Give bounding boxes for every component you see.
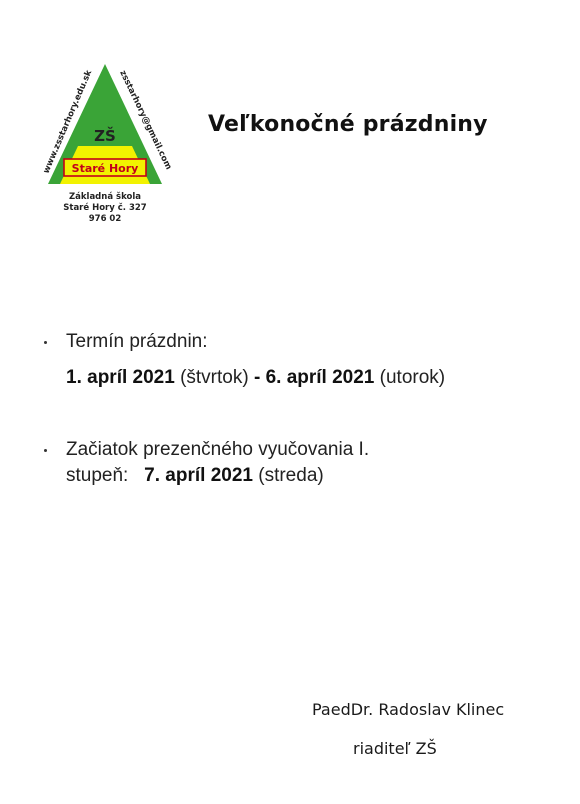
school-start-day: (streda) xyxy=(258,465,324,486)
holiday-start-day: (štvrtok) xyxy=(180,367,249,388)
school-start-date: 7. apríl 2021 xyxy=(144,465,253,486)
bullet-icon xyxy=(44,449,47,452)
holiday-end-date: - 6. apríl 2021 xyxy=(253,367,375,388)
signature-role: riaditeľ ZŠ xyxy=(353,739,437,758)
logo-initials: ZŠ xyxy=(94,127,116,145)
school-start-label: Začiatok prezenčného vyučovania I. xyxy=(66,439,370,460)
holiday-term-dates xyxy=(66,365,542,391)
school-start-label-cont: stupeň: xyxy=(66,465,129,486)
page-title: Veľkonočné prázdniny xyxy=(208,112,488,137)
signature-name: PaedDr. Radoslav Klinec xyxy=(312,700,505,719)
bullet-icon xyxy=(44,341,47,344)
info-list xyxy=(42,329,542,489)
logo-email: zsstarhory@gmail.com xyxy=(117,68,173,172)
holiday-start-date: 1. apríl 2021 xyxy=(66,367,175,388)
logo-name: Staré Hory xyxy=(71,162,139,175)
holiday-term-label: Termín prázdnin: xyxy=(66,331,208,352)
logo-school-line1: Základná škola xyxy=(68,192,142,202)
logo-school-line3: 976 02 xyxy=(88,214,122,224)
school-logo-graphic xyxy=(38,56,173,226)
school-start-date-line xyxy=(66,463,542,489)
list-item-school-start xyxy=(42,437,542,489)
list-item-holiday-term xyxy=(42,329,542,391)
school-logo xyxy=(38,56,173,226)
holiday-end-day: (utorok) xyxy=(379,367,446,388)
logo-school-line2: Staré Hory č. 327 xyxy=(63,203,147,213)
logo-website: www.zsstarhory.edu.sk xyxy=(41,68,95,176)
